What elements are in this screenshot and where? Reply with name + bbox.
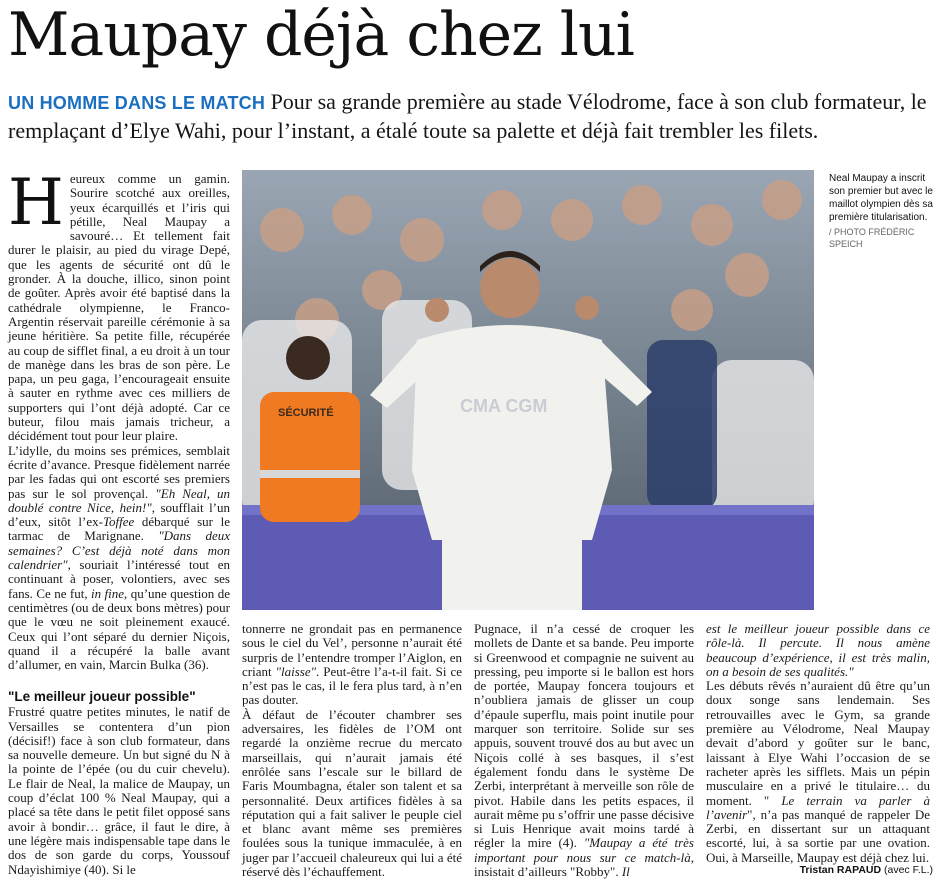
text-run: Les débuts rêvés n’auraient dû être qu’un doux songe sans lendemain. Ses retrouvailles avec le Gym, sa grande première au Vélodrome, Neal Maupay devait d’abord y goûter sur le banc, laissant à Elye Wahi l’occasion de se racheter après les sifflets. Mais un pépin musculaire en a privé le titulaire… du moment. " [706, 678, 930, 808]
subhead: "Le meilleur joueur possible" [8, 689, 196, 704]
text-run: ", n’a pas manqué de rappeler De Zerbi, en dissertant sur un attaquant escorté, lui, à sa sortie par une ovation. Oui, à Marseille, Maupay est déjà chez lui. [706, 806, 930, 865]
text-run: Pugnace, il n’a cessé de croquer les mollets de Dante et sa bande. Peu importe si Greenwood et compagnie ne suivent au pressing, peu importe si le ballon est hors de portée, Maupay foncera toujours et n’oubliera jamais de glisser un coup d’épaule superflu, mais point inutile pour marquer son territoire. Solide sur ses appuis, souvent trouvé dos au but avec un Niçois collé à ses basques, il s’est également fondu dans le système De Zerbi, interprétant à merveille son rôle de pivot. Habile dans les petits espaces, il aurait même pu s’offrir une passe décisive si Luis Henrique avait moins tardé à régler la mire (4). [474, 621, 694, 851]
paragraph: eureux comme un gamin. Sourire scotché aux oreilles, yeux écarquillés et l’iris qui pétille, Neal Maupay a savouré… Et tellement fait durer le plaisir, au pied du virage Depé, que les agents de sécurité ont dû le gronder. À la douche, illico, sinon point de goûter. Après avoir été baptisé dans la cathédrale olympienne, le Franco-Argentin réservait pareille cérémonie à sa jeune héritière. Sa petite fille, récupérée au coup de sifflet final, a eu droit à un tour de manège dans les bras de son père. Le papa, un peu gaga, l’encourageait ensuite à sauter en rythme avec ces milliers de supporters qui l’ont déjà adopté. Car ce buteur, filou mais jamais tricheur, a décidément tout pour leur plaire. [8, 171, 230, 444]
byline-author: Tristan RAPAUD [799, 864, 882, 876]
column-3 [242, 622, 462, 879]
text-run: , qu’une question de centimètres (ou de deux bons mètres) pour que le vœu ne soit pleinement exaucé. Ceux qui l’ont séparé du dernier Niçois, quand il a récupéré la balle avant d’allumer, en vain, Marcin Bulka (36). [8, 585, 230, 673]
quote: est le meilleur joueur possible dans ce rôle-là. Il percute. Il nous amène beaucoup d’expérience, il est très malin, on a besoin de ses qualités." [706, 621, 930, 679]
text-run: tonnerre ne grondait pas en permanence sous le ciel du Vel’, personne n’aurait été surpris de l’entendre tromper l’Aiglon, en criant [242, 621, 462, 679]
photo-neal-maupay [242, 170, 814, 610]
column-1 [8, 166, 231, 673]
quote: "laisse" [275, 663, 317, 679]
paragraph [242, 622, 462, 708]
quote: "Dans deux semaines? C’est déjà noté dans mon calendrier" [8, 528, 230, 573]
quote: Le terrain va parler à l’avenir [706, 792, 930, 822]
paragraph: Frustré quatre petites minutes, le natif de Versailles se contentera d’un pion (décisif!) face à son club formateur, dans sa nouvelle demeure. Un but signé du N à la pointe de l’épée (ou du cuir chevelu). Le flair de Neal, la malice de Maupay, un coup d’éclat 100 % Neal Maupay, qui a placé sa tête dans le petit filet opposé sans avoir à bondir… grâce, il faut le dire, à une légère mais indispensable tape dans le dos de son garde du corps, Youssouf Ndayishimiye (40). Si le [8, 704, 230, 877]
quote: "Maupay a été très important pour nous sur ce match-là [474, 835, 694, 865]
paragraph [474, 622, 694, 879]
italic-term: Toffee [102, 514, 135, 530]
text-run: , soufflait l’un d’eux, sitôt l’ex- [8, 499, 231, 530]
jersey-sponsor: CMA CGM [460, 396, 548, 416]
steward-vest-text: SÉCURITÉ [278, 407, 334, 419]
byline [800, 864, 933, 876]
text-run: L’idylle, du moins ses prémices, semblait écrite d’avance. Presque fidèlement narrée par les fadas qui ont escorté ses premiers pas sur le sol provençal. [8, 442, 230, 501]
quote: Il [621, 864, 630, 880]
text-run: , insistait d’ailleurs "Robby". [474, 849, 694, 880]
caption-text: Neal Maupay a inscrit son premier but avec le maillot olympien dès sa première titularisation. [829, 173, 933, 223]
column-5 [706, 622, 930, 865]
headline: Maupay déjà chez lui [8, 0, 634, 70]
text-run: débarqué sur le tarmac de Marignane. [8, 514, 230, 544]
standfirst [8, 88, 938, 145]
kicker: UN HOMME DANS LE MATCH [8, 93, 266, 113]
paragraph [706, 679, 930, 865]
paragraph [8, 444, 230, 673]
text-run: . Peut-être l’a-t-il fait. Si ce n’est pas le cas, il le fera plus tard, à n’en pas douter. [242, 663, 462, 708]
dropcap: H [8, 166, 64, 240]
column-4 [474, 622, 694, 879]
paragraph [706, 622, 930, 679]
text-run: , souriait l’intéressé tout en continuant à poser, volontiers, avec ses fans. Ce ne fut, [8, 557, 230, 601]
italic-term: in fine [91, 585, 125, 601]
byline-extra: (avec F.L.) [881, 864, 933, 876]
photo-caption [829, 172, 939, 250]
photo-illustration [242, 170, 814, 610]
photo-credit: / PHOTO FRÉDÉRIC SPEICH [829, 227, 915, 249]
column-2 [8, 690, 230, 877]
paragraph: À défaut de l’écouter chambrer ses adversaires, les fidèles de l’OM ont regardé la onzième recrue du mercato marseillais, qui n’aurait jamais été enrôlée sans l’escale sur le billard de Faris Moumbagna, étaler son talent et sa personnalité. Deux artifices fidèles à sa réputation qui a fait saliver le peuple ciel et blanc avant même ses premières foulées sous la tunique immaculée, à en juger par l’accueil chaleureux qui lui a été réservé dès l’échauffement. [242, 706, 462, 880]
deck-text: Pour sa grande première au stade Vélodrome, face à son club formateur, le remplaçant d’Elye Wahi, pour l’instant, a étalé toute sa palette et déjà fait trembler les filets. [8, 89, 927, 143]
quote: "Eh Neal, un doublé contre Nice, hein!" [8, 485, 231, 515]
